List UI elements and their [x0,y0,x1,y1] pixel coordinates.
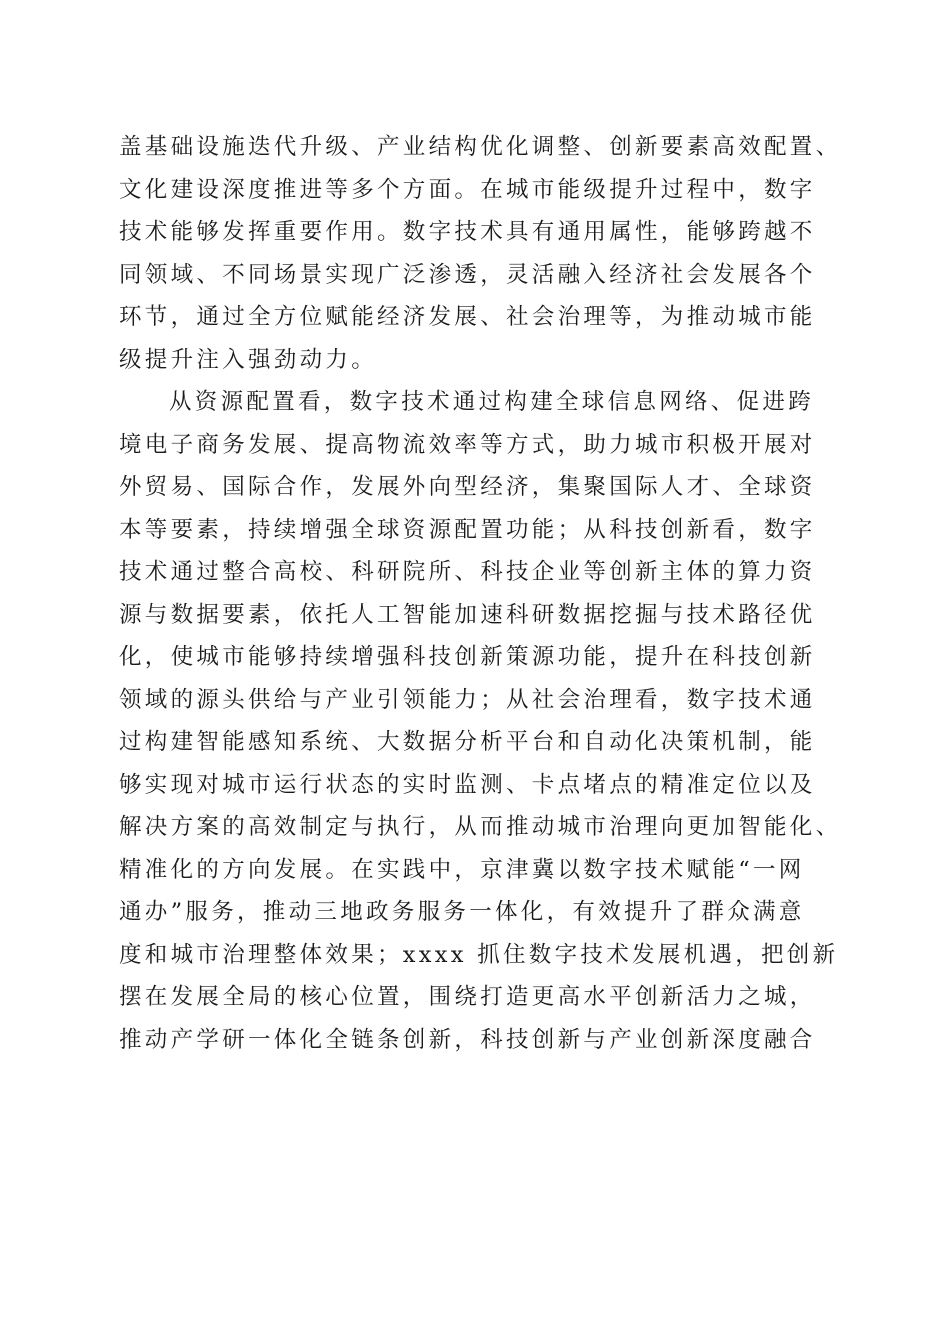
text-line: 本等要素，持续增强全球资源配置功能；从科技创新看，数字 [119,516,816,543]
text-line: 化，使城市能够持续增强科技创新策源功能，提升在科技创新 [119,644,816,670]
text-line: 源与数据要素，依托人工智能加速科研数据挖掘与技术路径优 [119,601,816,628]
text-line: 同领域、不同场景实现广泛渗透，灵活融入经济社会发展各个 [119,261,816,288]
paragraph-start-line: 从资源配置看，数字技术通过构建全球信息网络、促进跨 [169,389,815,415]
text-line: 文化建设深度推进等多个方面。在城市能级提升过程中，数字 [119,176,816,203]
text-line: 境电子商务发展、提高物流效率等方式，助力城市积极开展对 [119,431,816,458]
body-text [119,126,859,1061]
text-line: 盖基础设施迭代升级、产业结构优化调整、创新要素高效配置、 [119,134,842,160]
text-line: 精准化的方向发展。在实践中，京津冀以数字技术赋能“一网 [119,856,805,883]
text-line: 级提升注入强劲动力。 [119,346,378,373]
text-line: 度和城市治理整体效果；xxxx 抓住数字技术发展机遇，把创新 [119,941,839,968]
text-line: 解决方案的高效制定与执行，从而推动城市治理向更加智能化、 [119,814,842,840]
text-line: 外贸易、国际合作，发展外向型经济，集聚国际人才、全球资 [119,474,816,500]
text-line: 技术能够发挥重要作用。数字技术具有通用属性，能够跨越不 [119,219,816,245]
text-line: 过构建智能感知系统、大数据分析平台和自动化决策机制，能 [119,729,816,755]
text-line: 摆在发展全局的核心位置，围绕打造更高水平创新活力之城， [119,984,816,1010]
text-line: 够实现对城市运行状态的实时监测、卡点堵点的精准定位以及 [119,771,816,798]
text-line: 环节，通过全方位赋能经济发展、社会治理等，为推动城市能 [119,304,816,330]
text-line: 领域的源头供给与产业引领能力；从社会治理看，数字技术通 [119,686,816,713]
text-line: 技术通过整合高校、科研院所、科技企业等创新主体的算力资 [119,559,816,585]
text-line: 通办”服务，推动三地政务服务一体化，有效提升了群众满意 [119,899,805,925]
text-line: 推动产学研一体化全链条创新，科技创新与产业创新深度融合 [119,1026,816,1053]
